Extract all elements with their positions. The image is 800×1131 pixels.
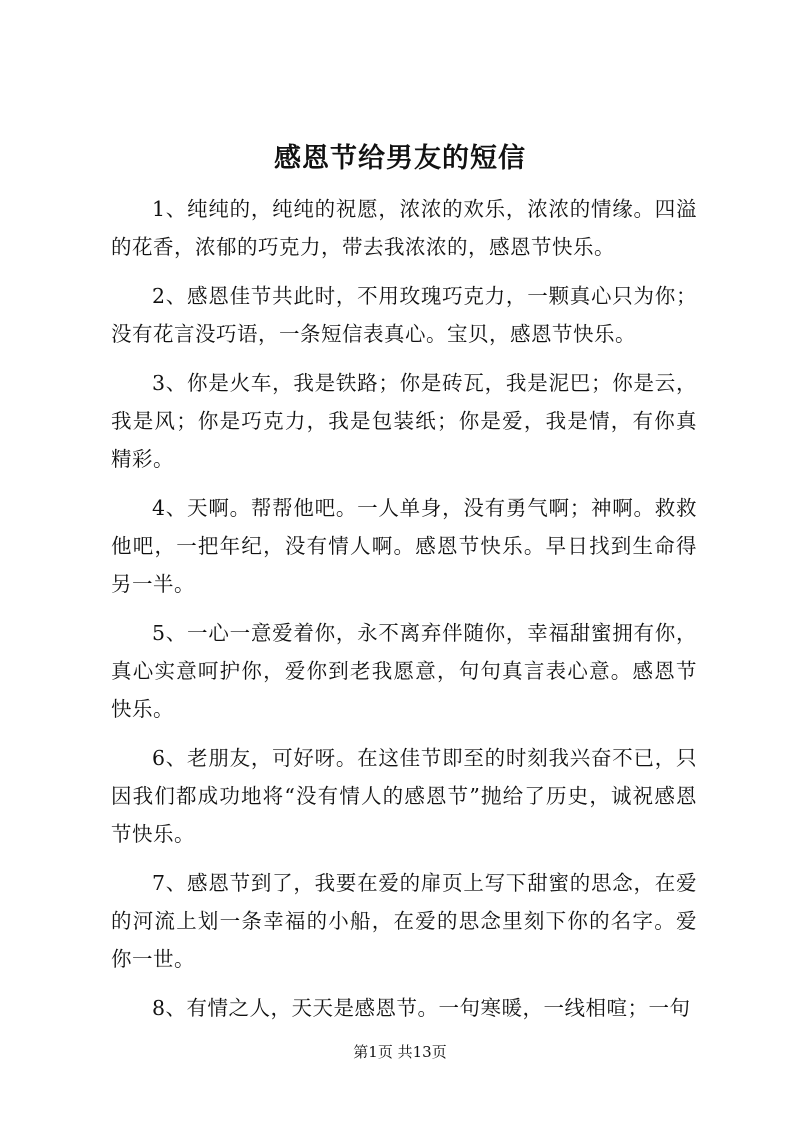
paragraph-5: 5、一心一意爱着你，永不离弃伴随你，幸福甜蜜拥有你，真心实意呵护你，爱你到老我愿意，句句真言表心意。感恩节快乐。 [111,621,697,721]
paragraph-3: 3、你是火车，我是铁路；你是砖瓦，我是泥巴；你是云，我是风；你是巧克力，我是包装纸；你是爱，我是情，有你真精彩。 [111,371,697,471]
paragraph-2: 2、感恩佳节共此时，不用玫瑰巧克力，一颗真心只为你；没有花言没巧语，一条短信表真心。宝贝，感恩节快乐。 [111,284,697,346]
paragraph-6: 6、老朋友，可好呀。在这佳节即至的时刻我兴奋不已，只因我们都成功地将“没有情人的感恩节”抛给了历史，诚祝感恩节快乐。 [111,746,697,846]
page-number-footer: 第1页 共13页 [353,1043,447,1061]
paragraph-1: 1、纯纯的，纯纯的祝愿，浓浓的欢乐，浓浓的情缘。四溢的花香，浓郁的巧克力，带去我浓浓的，感恩节快乐。 [111,197,697,259]
document-body [111,190,697,1038]
paragraph-8: 8、有情之人，天天是感恩节。一句寒暖，一线相喧；一句 [152,996,691,1020]
document-title: 感恩节给男友的短信 [274,143,526,174]
paragraph-7: 7、感恩节到了，我要在爱的扉页上写下甜蜜的思念，在爱的河流上划一条幸福的小船，在爱的思念里刻下你的名字。爱你一世。 [111,871,697,971]
paragraph-4: 4、天啊。帮帮他吧。一人单身，没有勇气啊；神啊。救救他吧，一把年纪，没有情人啊。感恩节快乐。早日找到生命得另一半。 [111,496,697,596]
